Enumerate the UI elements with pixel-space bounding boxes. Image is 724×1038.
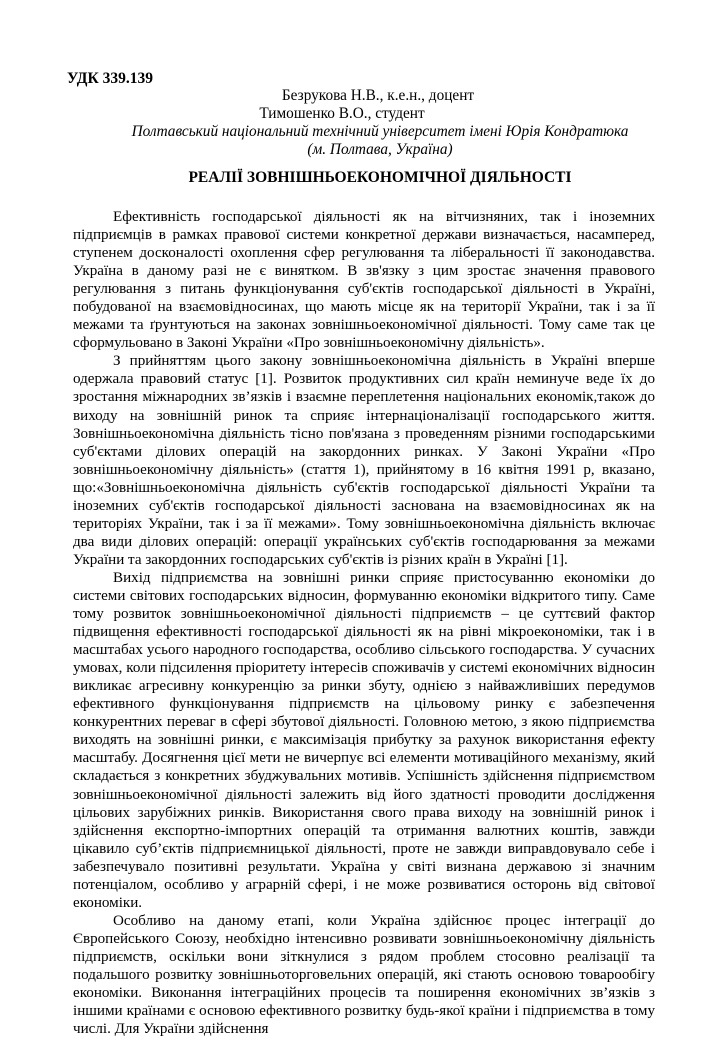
affiliation: Полтавський національний технічний університет імені Юрія Кондратюка — [131, 123, 629, 140]
paragraph-3: Вихід підприємства на зовнішні ринки сприяє пристосуванню економіки до системи світових господарських відносин, формуванню економіки відкритого типу. Саме тому розвиток зовнішньоекономічної діяльності підприємств – це суттєвий фактор підвищення ефективності господарської діяльності як на рівні мікроекономіки, так і в масштабах усього народного господарства, особливо сільського господарства. У сучасних умовах, коли підсилення пріоритету інтересів споживачів у системі економічних відносин викликає агресивну конкуренцію за ринки збуту, однією з найважливіших передумов ефективного функціонування підприємств на цільовому ринку є забезпечення конкурентних переваг в сфері збутової діяльності. Головною метою, з якою підприємства виходять на зовнішні ринки, є максимізація прибутку за рахунок використання ефекту масштабу. Досягнення цієї мети не вичерпує всі елементи мотиваційного механізму, який складається з конкретних збуджувальних мотивів. Успішність здійснення підприємством зовнішньоекономічної діяльності залежить від його здатності проводити дослідження цільових зарубіжних ринків. Використання свого права виходу на зовнішній ринок і здійснення експортно-імпортних операцій та отримання валютних коштів, завжди цікавило суб’єктів підприємницької діяльності, проте не завжди виправдовувало себе і забезпечувало позитивні результати. Україна у світі визнана державою зі значним потенціалом, особливо у аграрній сфері, і не може розвиватися осторонь від світової економіки. — [73, 569, 655, 911]
article-title: РЕАЛІЇ ЗОВНІШНЬОЕКОНОМІЧНОЇ ДІЯЛЬНОСТІ — [188, 169, 572, 186]
paragraph-1: Ефективність господарської діяльності як на вітчизняних, так і іноземних підприємців в рамках правової системи конкретної держави визначається, насамперед, ступенем досконалості охоплення сфер регулювання та ліберальності її законодавства. Україна в даному разі не є винятком. В зв'язку з цим зростає значення правового регулювання з питань функціонування суб'єктів господарської діяльності в Україні, побудованої на взаємовідносинах, що мають місце як на території України, так і за її межами та ґрунтуються на законах зовнішньоекономічної діяльності. Тому саме так це сформульовано в Законі України «Про зовнішньоекономічну діяльність». — [73, 209, 655, 352]
author-2: Тимошенко В.О., студент — [259, 105, 425, 122]
author-1: Безрукова Н.В., к.е.н., доцент — [281, 87, 475, 104]
location: (м. Полтава, Україна) — [307, 141, 453, 158]
paragraph-4: Особливо на даному етапі, коли Україна здійснює процес інтеграції до Європейського Союзу, необхідно інтенсивно розвивати зовнішньоекономічну діяльність підприємств, оскільки вони зіткнулися з рядом проблем стосовно реалізації та подальшого розвитку зовнішньоторговельних операцій, які стають основою товарообігу економіки. Виконання інтеграційних процесів та поширення економічних зв’язків з іншими країнами є основою ефективного розвитку будь-якої країни і підприємства в тому числі. Для України здійснення — [73, 912, 655, 1038]
paragraph-2: З прийняттям цього закону зовнішньоекономічна діяльність в Україні вперше одержала правовий статус [1]. Розвиток продуктивних сил країн неминуче веде їх до зростання міжнародних зв’язків і взаємне переплетення національних економік,також до виходу на зовнішній ринок та сприяє інтернаціоналізації господарського життя. Зовнішньоекономічна діяльність тісно пов'язана з проведенням різними господарськими суб'єктами ділових операцій на закордонних ринках. У Законі України «Про зовнішньоекономічну діяльність» (стаття 1), прийнятому в 16 квітня 1991 р, вказано, що:«Зовнішньоекономічна діяльність суб'єктів господарської діяльності України та іноземних суб'єктів господарської діяльності заснована на взаємовідносинах як на територіях України, так і за її межами». Тому зовнішньоекономічна діяльність включає два види ділових операцій: операції українських суб'єктів господарювання за межами України та закордонних господарських суб'єктів із різних країн в Україні [1]. — [73, 353, 655, 568]
article-body — [73, 208, 655, 1038]
udk-code: УДК 339.139 — [67, 70, 153, 87]
